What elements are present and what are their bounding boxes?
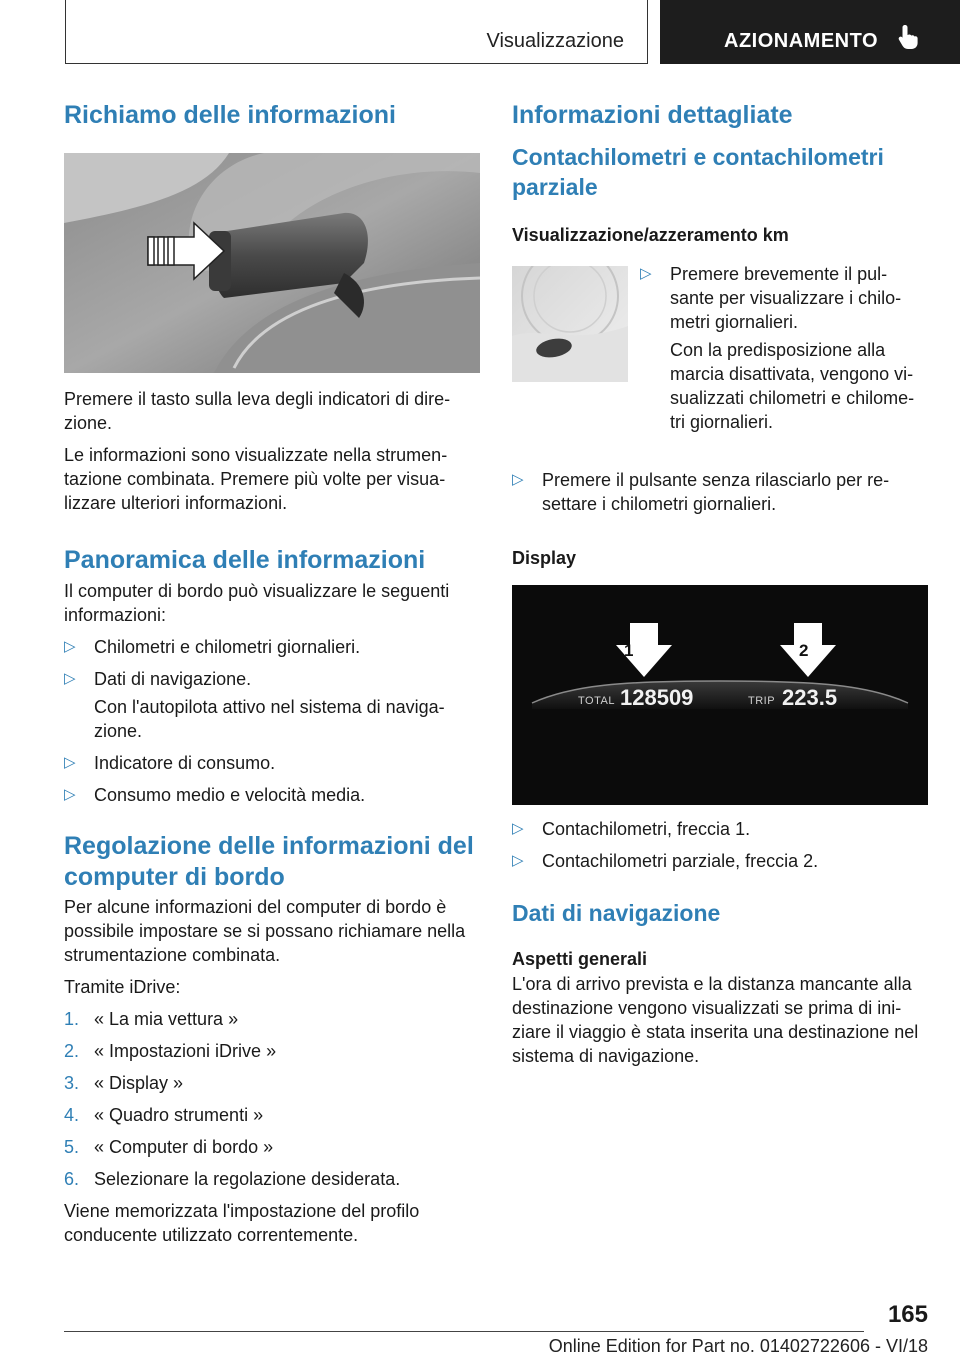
step-item: 6. Selezionare la regolazione desiderata.: [64, 1169, 401, 1189]
left-column: [64, 100, 480, 1255]
right-column: [512, 100, 928, 1076]
heading-panoramica: Panoramica delle informazioni: [64, 546, 426, 575]
step-item: 1. « La mia vettura »: [64, 1009, 239, 1029]
trip-label: TRIP: [748, 695, 776, 708]
list-item: ▷ Dati di navigazione. Con l'autopilota attivo nel sistema di naviga-zione.: [64, 667, 480, 743]
reset-list: [512, 468, 928, 516]
list-item: ▷ Chilometri e chilometri giornalieri.: [64, 636, 361, 657]
heading-aspetti-generali: Aspetti generali: [512, 949, 648, 970]
triangle-bullet-icon: ▷: [512, 471, 524, 489]
list-item: ▷ Consumo medio e velocità media.: [64, 784, 366, 805]
display-legend: [512, 817, 928, 873]
footer-divider: [64, 1331, 864, 1332]
step-item: 2. « Impostazioni iDrive »: [64, 1041, 277, 1061]
edition-note: Online Edition for Part no. 01402722606 - VI/18: [548, 1336, 928, 1356]
paragraph-tramite-idrive: Tramite iDrive:: [64, 977, 181, 997]
hand-pointer-icon: [897, 24, 919, 50]
info-list: [64, 635, 480, 807]
paragraph-aspetti-generali: L'ora di arrivo prevista e la distanza mancante alla destinazione vengono visualizzati se prima di ini-ziare il viaggio è stata inserita una destinazione nel sistema di navigazione.: [512, 974, 919, 1067]
triangle-bullet-icon: ▷: [64, 753, 76, 771]
paragraph-informazioni-visualizzate: Le informazioni sono visualizzate nella strumen-tazione combinata. Premere più volte per visua-lizzare ulteriori informazioni.: [64, 445, 448, 514]
step-item: 5. « Computer di bordo »: [64, 1137, 274, 1157]
heading-dati-navigazione: Dati di navigazione: [512, 900, 721, 927]
triangle-bullet-icon: ▷: [512, 820, 524, 838]
list-item: ▷ Contachilometri, freccia 1.: [512, 819, 751, 840]
list-item-note: Con l'autopilota attivo nel sistema di naviga-zione.: [94, 696, 445, 741]
list-item: ▷ Premere brevemente il pul-sante per visualizzare i chilo-metri giornalieri. Con la predisposizione alla marcia disattivata, vengono vi-sualizzati chilometri e chilome-tri giornalieri.: [640, 262, 928, 434]
button-instructions: [640, 262, 928, 442]
paragraph-alcune-informazioni: Per alcune informazioni del computer di bordo è possibile impostare se si possano richiamare nella strumentazione combinata.: [64, 897, 466, 965]
idrive-steps: [64, 1007, 480, 1191]
list-item: ▷ Premere il pulsante senza rilasciarlo per re-settare i chilometri giornalieri.: [512, 470, 890, 515]
list-item: ▷ Contachilometri parziale, freccia 2.: [512, 851, 819, 872]
heading-regolazione: Regolazione delle informazioni del computer di bordo: [64, 831, 474, 891]
total-value: 128509: [620, 685, 694, 711]
arrow-1-label: 1: [624, 641, 634, 661]
heading-richiamo: Richiamo delle informazioni: [64, 101, 396, 129]
step-item: 3. « Display »: [64, 1073, 184, 1093]
heading-contachilometri: Contachilometri e contachilometri parziale: [512, 144, 884, 201]
trip-value: 223.5: [782, 685, 838, 711]
header-section-title: Visualizzazione: [486, 30, 624, 52]
paragraph-computer-bordo: Il computer di bordo può visualizzare le seguenti informazioni:: [64, 580, 450, 625]
paragraph-premere-tasto: Premere il tasto sulla leva degli indicatori di dire-zione.: [64, 389, 451, 434]
odometer-display-image: [512, 585, 928, 805]
total-label: TOTAL: [578, 695, 615, 708]
triangle-bullet-icon: ▷: [64, 669, 76, 687]
paragraph-memorizzata: Viene memorizzata l'impostazione del profilo conducente utilizzato correntemente.: [64, 1201, 420, 1245]
header-chapter-tab[interactable]: [660, 0, 960, 64]
triangle-bullet-icon: ▷: [512, 852, 524, 870]
header-chapter-title: AZIONAMENTO: [724, 30, 879, 52]
button-illustration-block: [512, 262, 928, 468]
arrow-2-label: 2: [799, 641, 809, 661]
triangle-bullet-icon: ▷: [64, 637, 76, 655]
cluster-button-photo: [512, 266, 628, 382]
triangle-bullet-icon: ▷: [640, 265, 652, 283]
triangle-bullet-icon: ▷: [64, 785, 76, 803]
list-item: ▷ Indicatore di consumo.: [64, 752, 276, 773]
heading-informazioni-dettagliate: Informazioni dettagliate: [512, 101, 793, 129]
page-number: 165: [887, 1301, 928, 1328]
step-item: 4. « Quadro strumenti »: [64, 1105, 264, 1125]
list-item-note: Con la predisposizione alla marcia disattivata, vengono vi-sualizzati chilometri e chilome-tri giornalieri.: [670, 340, 915, 433]
steering-lever-photo: [64, 153, 480, 373]
heading-display: Display: [512, 548, 577, 569]
heading-visualizzazione-azzeramento: Visualizzazione/azzeramento km: [512, 225, 789, 246]
